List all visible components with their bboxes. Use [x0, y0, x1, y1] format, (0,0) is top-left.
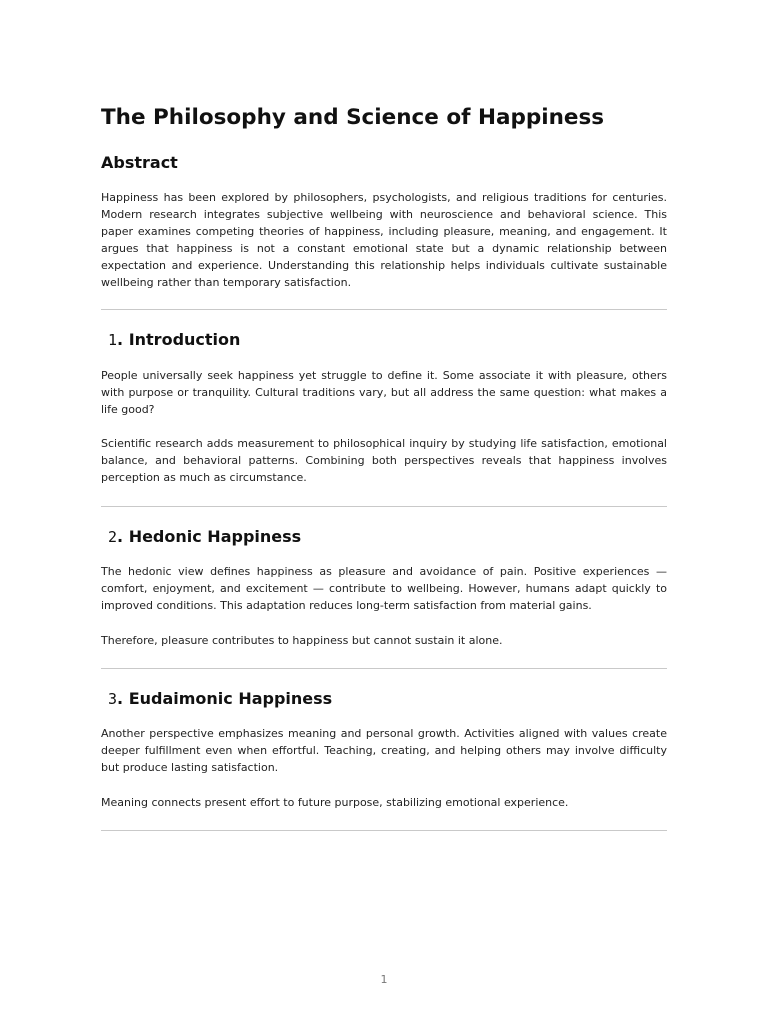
paragraph: People universally seek happiness yet struggle to define it. Some associate it with pleasure, others with purpose or tranquility. Cultural traditions vary, but all address the same question: what makes a life good?: [101, 369, 667, 416]
section-number-separator: .: [117, 689, 129, 708]
abstract-heading: Abstract: [101, 153, 178, 172]
section-heading-eudaimonic-happiness: [108, 688, 332, 710]
section-title: Eudaimonic Happiness: [128, 689, 333, 708]
paragraph: Another perspective emphasizes meaning and personal growth. Activities aligned with values create deeper fulfillment even when effortful. Teaching, creating, and helping others may involve difficulty but produce lasting satisfaction.: [101, 727, 667, 774]
page-number: 1: [380, 973, 388, 986]
section-divider: [101, 506, 667, 507]
section-divider: [101, 668, 667, 669]
section-heading-introduction: [108, 329, 240, 351]
section-number-separator: .: [117, 330, 129, 349]
paragraph: Therefore, pleasure contributes to happiness but cannot sustain it alone.: [101, 634, 503, 647]
section-title: Introduction: [128, 330, 241, 349]
section-heading-hedonic-happiness: [108, 526, 301, 548]
paragraph: Scientific research adds measurement to philosophical inquiry by studying life satisfaction, emotional balance, and behavioral patterns. Combining both perspectives reveals that happiness involves perception as much as circumstance.: [101, 437, 667, 484]
paragraph: Meaning connects present effort to future purpose, stabilizing emotional experience.: [101, 796, 569, 809]
section-divider: [101, 309, 667, 310]
section-number-separator: .: [117, 527, 129, 546]
section-title: Hedonic Happiness: [128, 527, 302, 546]
paragraph: The hedonic view defines happiness as pleasure and avoidance of pain. Positive experiences — comfort, enjoyment, and excitement — contribute to wellbeing. However, humans adapt quickly to improved conditions. This adaptation reduces long-term satisfaction from material gains.: [101, 565, 667, 612]
document-title: The Philosophy and Science of Happiness: [101, 105, 605, 130]
abstract-text: Happiness has been explored by philosophers, psychologists, and religious traditions for centuries. Modern research integrates subjective wellbeing with neuroscience and behavioral science. This paper examines competing theories of happiness, including pleasure, meaning, and engagement. It argues that happiness is not a constant emotional state but a dynamic relationship between expectation and experience. Understanding this relationship helps individuals cultivate sustainable wellbeing rather than temporary satisfaction.: [101, 191, 667, 289]
section-number: 3: [108, 690, 118, 708]
section-number: 1: [108, 331, 118, 349]
section-divider: [101, 830, 667, 831]
section-number: 2: [108, 528, 118, 546]
